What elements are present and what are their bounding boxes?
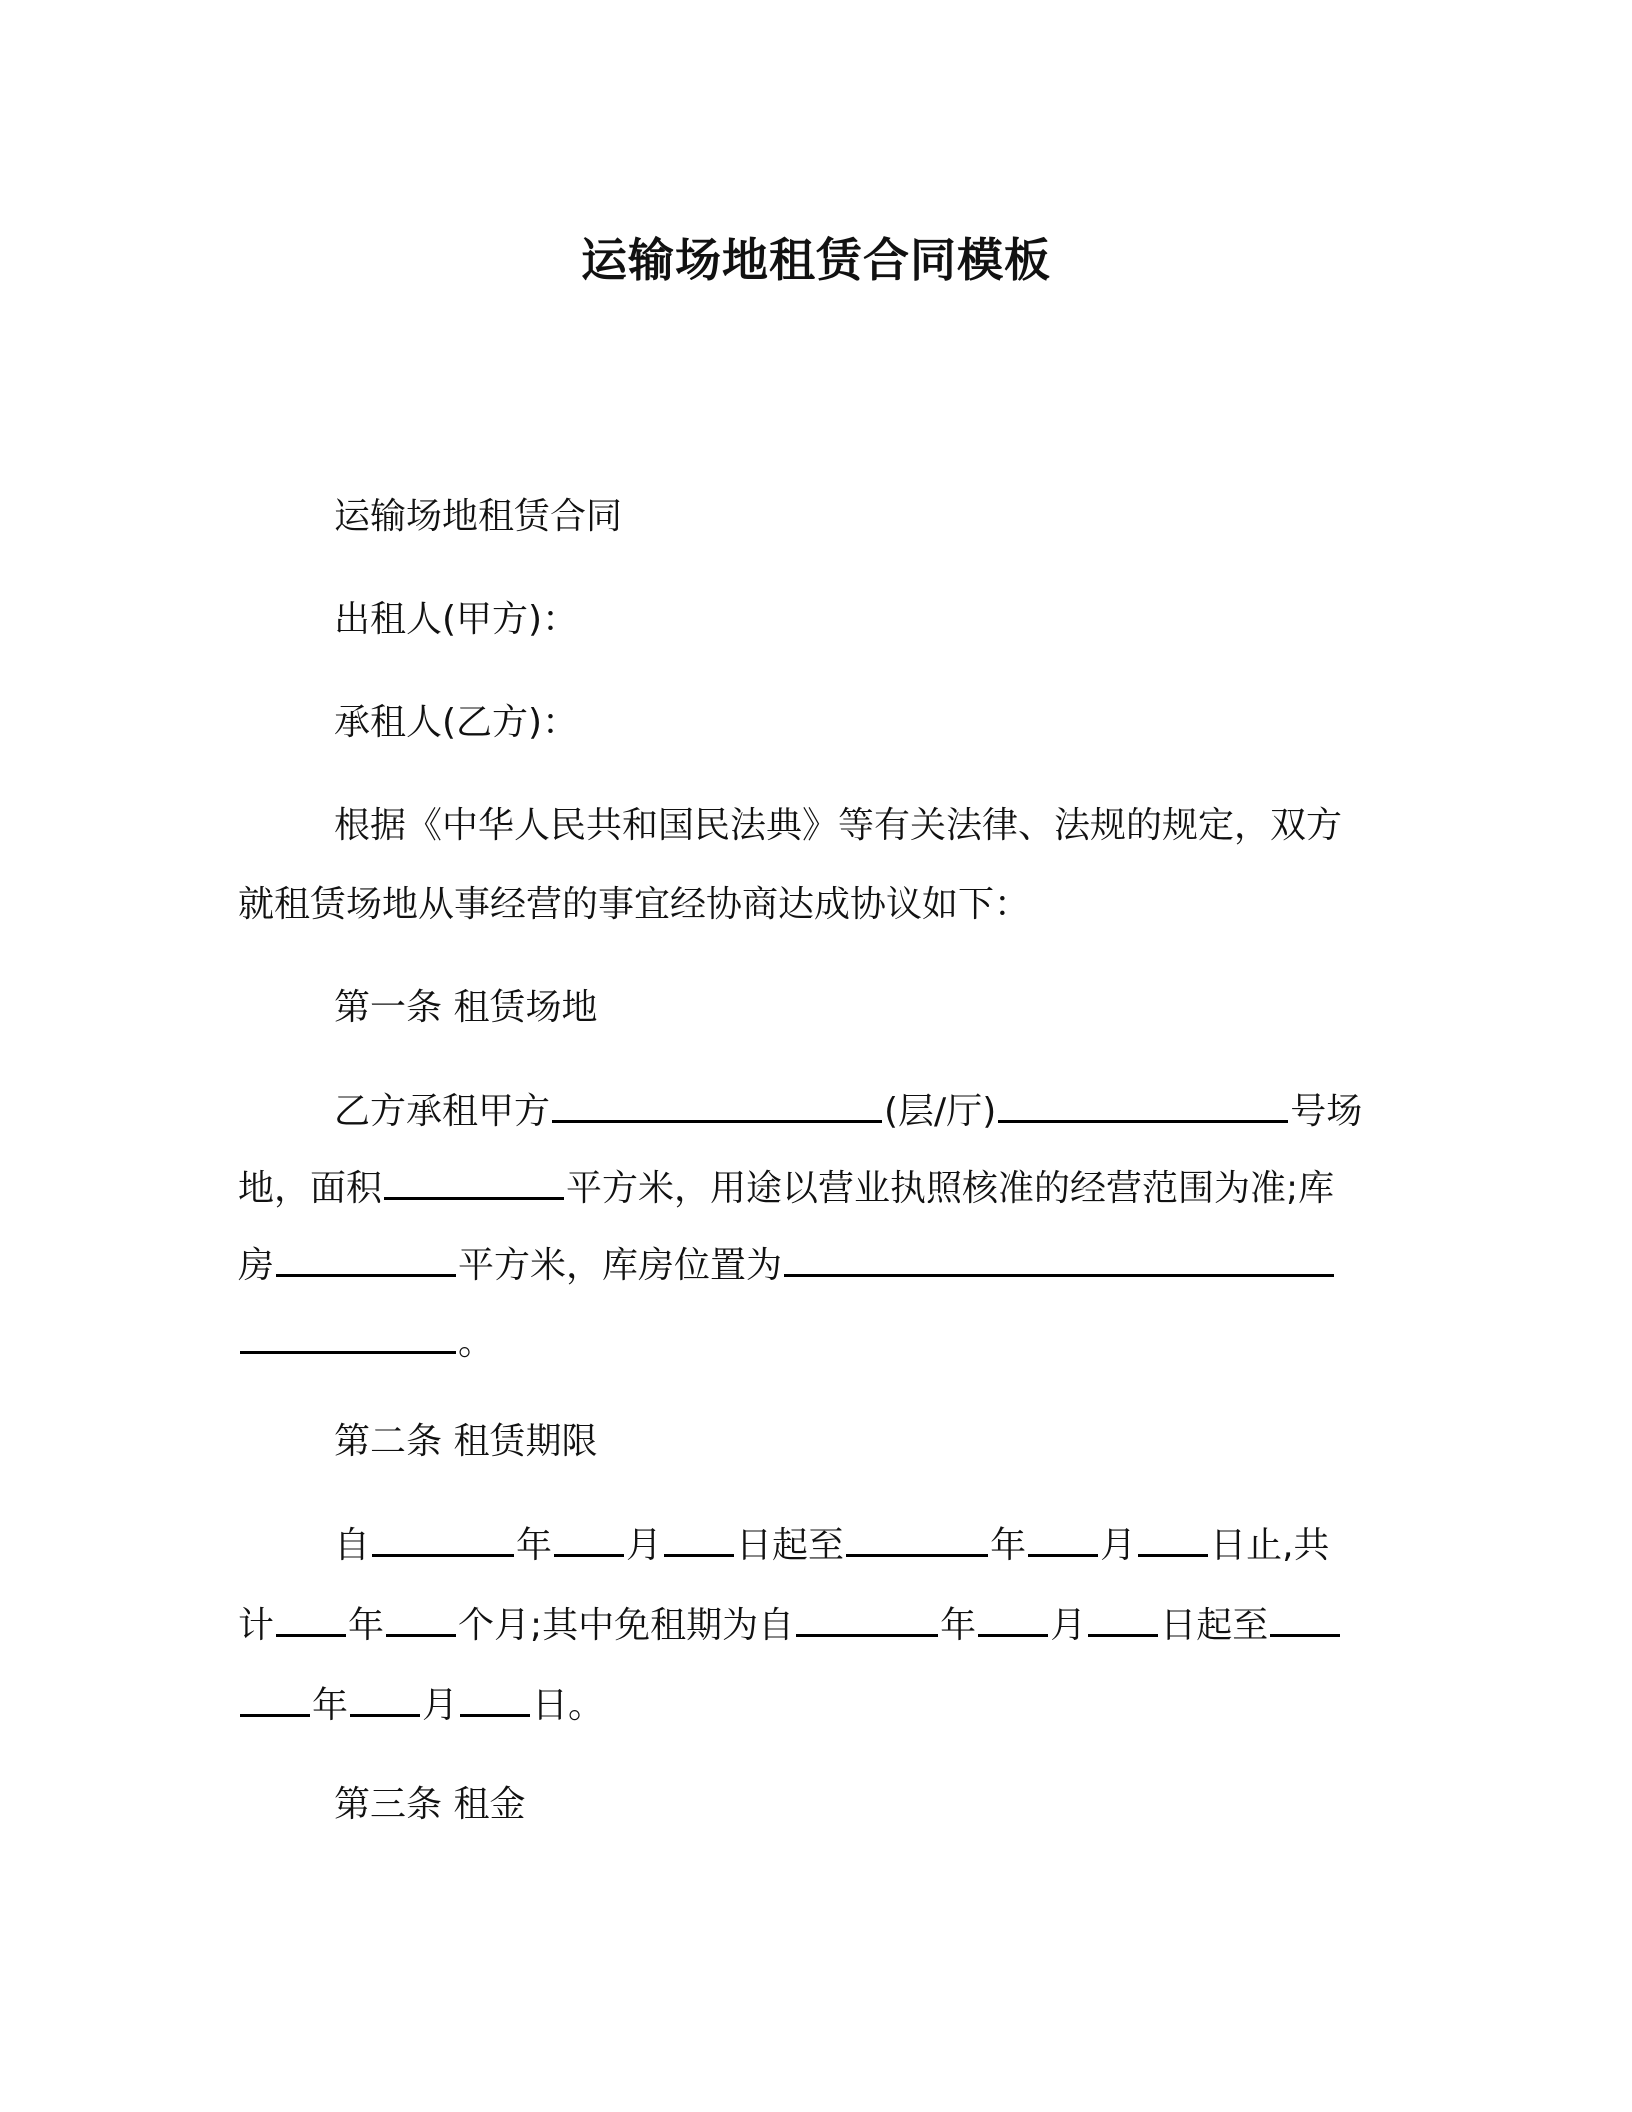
- fill-blank[interactable]: [1088, 1600, 1158, 1637]
- fill-blank[interactable]: [784, 1240, 1334, 1277]
- article-2-line-3: [238, 1680, 604, 1731]
- fill-blank[interactable]: [1270, 1600, 1340, 1637]
- article-2-text: 年: [312, 1685, 349, 1726]
- article-1-heading: 第一条 租赁场地: [334, 987, 598, 1028]
- article-2-text: 日止,共: [1210, 1525, 1330, 1566]
- document-title: 运输场地租赁合同模板: [581, 233, 1051, 287]
- preamble-line-2: 就租赁场地从事经营的事宜经协商达成协议如下：: [238, 884, 1031, 925]
- article-2-text: 年: [516, 1525, 553, 1566]
- fill-blank[interactable]: [350, 1680, 420, 1717]
- fill-blank[interactable]: [552, 1086, 882, 1123]
- fill-blank[interactable]: [240, 1680, 310, 1717]
- article-2-text: 月: [626, 1525, 663, 1566]
- article-2-text: 计: [238, 1605, 275, 1646]
- lessor-label: 出租人(甲方)：: [334, 599, 579, 640]
- article-2-heading: 第二条 租赁期限: [334, 1421, 598, 1462]
- fill-blank[interactable]: [978, 1600, 1048, 1637]
- fill-blank[interactable]: [276, 1240, 456, 1277]
- article-2-text: 月: [1050, 1605, 1087, 1646]
- fill-blank[interactable]: [240, 1317, 456, 1354]
- article-2-text: 月: [1100, 1525, 1137, 1566]
- article-1-text: 平方米，用途以营业执照核准的经营范围为准;库: [566, 1168, 1335, 1209]
- article-2-text: 年: [348, 1605, 385, 1646]
- fill-blank[interactable]: [386, 1600, 456, 1637]
- article-2-text: 自: [334, 1525, 371, 1566]
- article-1-line-3: [238, 1240, 1336, 1291]
- article-2-text: 年: [940, 1605, 977, 1646]
- fill-blank[interactable]: [372, 1520, 514, 1557]
- article-1-text: 乙方承租甲方: [334, 1091, 551, 1132]
- fill-blank[interactable]: [846, 1520, 988, 1557]
- fill-blank[interactable]: [384, 1163, 564, 1200]
- fill-blank[interactable]: [460, 1680, 530, 1717]
- article-2-text: 日起至: [736, 1525, 845, 1566]
- fill-blank[interactable]: [1028, 1520, 1098, 1557]
- article-1-text: 房: [238, 1245, 275, 1286]
- article-2-text: 月: [422, 1685, 459, 1726]
- article-1-text: 地，面积: [238, 1168, 383, 1209]
- article-1-text: 。: [458, 1322, 495, 1363]
- contract-subtitle: 运输场地租赁合同: [334, 496, 623, 537]
- article-1-text: (层/厅): [884, 1091, 997, 1132]
- preamble-line-1: 根据《中华人民共和国民法典》等有关法律、法规的规定，双方: [334, 805, 1343, 846]
- article-1-line-2: [238, 1163, 1334, 1214]
- article-1-line-1: [334, 1086, 1362, 1137]
- article-1-text: 平方米，库房位置为: [458, 1245, 783, 1286]
- article-1-text: 号场: [1290, 1091, 1363, 1132]
- article-2-line-2: [238, 1600, 1342, 1651]
- article-2-line-1: [334, 1520, 1330, 1571]
- lessee-label: 承租人(乙方)：: [334, 702, 579, 743]
- article-2-text: 年: [990, 1525, 1027, 1566]
- article-3-heading: 第三条 租金: [334, 1784, 526, 1825]
- article-2-text: 个月;其中免租期为自: [458, 1605, 795, 1646]
- article-1-line-4: [238, 1317, 494, 1368]
- article-2-text: 日。: [532, 1685, 605, 1726]
- fill-blank[interactable]: [998, 1086, 1288, 1123]
- fill-blank[interactable]: [276, 1600, 346, 1637]
- fill-blank[interactable]: [554, 1520, 624, 1557]
- article-2-text: 日起至: [1160, 1605, 1269, 1646]
- fill-blank[interactable]: [796, 1600, 938, 1637]
- fill-blank[interactable]: [664, 1520, 734, 1557]
- fill-blank[interactable]: [1138, 1520, 1208, 1557]
